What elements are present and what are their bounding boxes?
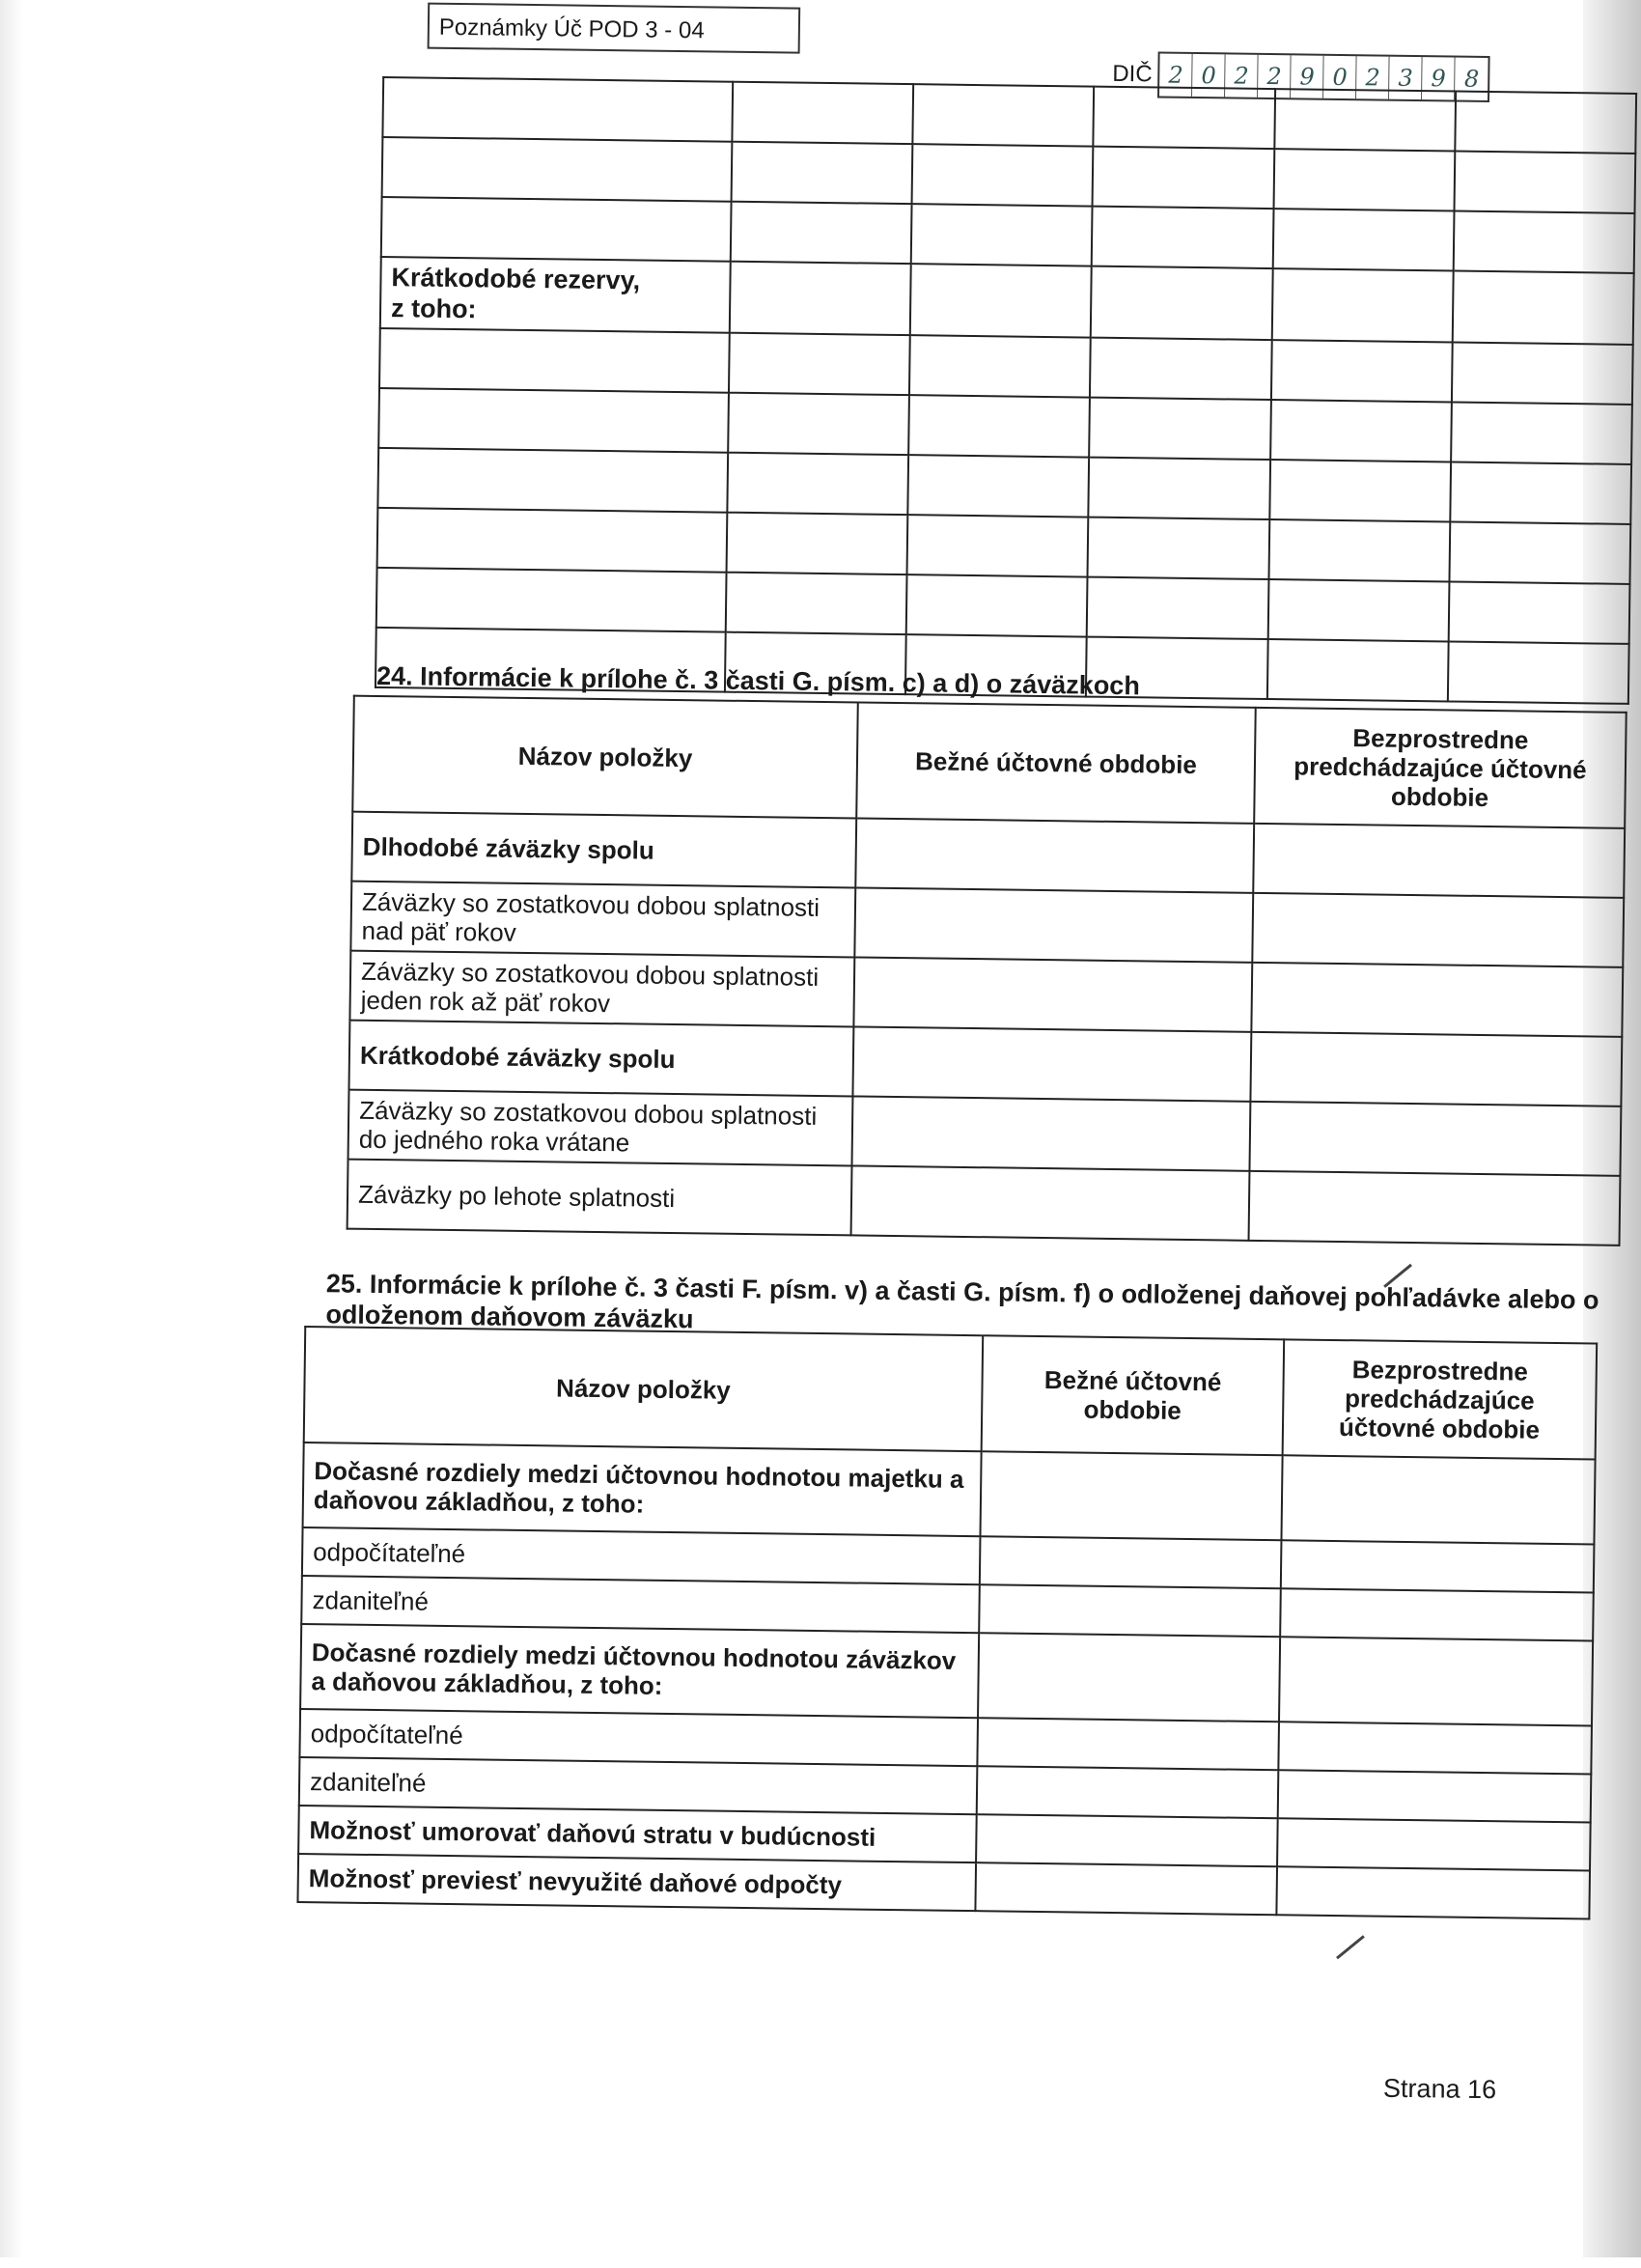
dic-digit: 0 [1192,54,1226,97]
table-cell [1448,581,1629,643]
dic-digit: 2 [1356,56,1390,98]
value-current [855,818,1254,892]
dic-digit: 9 [1291,55,1324,98]
row-label: odpočítateľné [299,1709,978,1766]
table-cell [1091,266,1272,340]
col-header-name: Názov položky [304,1327,984,1451]
col-header-current: Bežné účtovné obdobie [982,1335,1285,1455]
reserves-table [375,76,1637,705]
table-cell [908,395,1090,457]
value-previous [1276,1866,1590,1918]
table-cell [1452,342,1633,404]
table-cell [1271,268,1453,342]
table-cell [381,197,732,262]
table-cell [1089,458,1270,519]
table-cell [912,144,1094,206]
value-current [977,1718,1279,1770]
value-previous [1251,963,1623,1037]
table-cell [376,568,727,632]
value-previous [1278,1770,1592,1822]
value-previous [1249,1171,1621,1246]
reserves-label-line1: Krátkodobé rezervy, [391,263,641,295]
table-cell [1268,519,1450,581]
table-cell [1088,518,1269,579]
dic-label: DIČ [1112,60,1153,88]
value-current [979,1584,1281,1637]
table-cell [378,388,729,453]
table-cell [1455,92,1636,154]
row-label: Dlhodobé záväzky spolu [351,812,856,888]
table-cell [1090,338,1271,400]
table-header-row [352,696,1626,828]
value-previous [1250,1032,1622,1106]
table-header-row [304,1327,1597,1460]
value-current [975,1862,1277,1915]
row-label: Záväzky so zostatkovou dobou splatnosti do jedného roka vrátane [348,1090,853,1166]
table-cell [1273,149,1455,210]
value-previous [1249,1102,1621,1176]
value-previous [1280,1588,1594,1640]
reserves-label [380,257,731,333]
table-cell [1090,398,1271,460]
table-cell [1451,402,1632,463]
table-cell [732,142,913,204]
row-label: Záväzky so zostatkovou dobou splatnosti nad päť rokov [350,882,855,958]
deferred-tax-table [296,1326,1598,1919]
value-previous [1253,824,1625,898]
table-cell [910,264,1092,337]
value-previous [1252,893,1624,967]
table-cell [1269,460,1451,521]
row-label: Záväzky po lehote splatnosti [348,1160,852,1236]
table-cell [730,262,911,335]
dic-digit: 9 [1422,57,1456,99]
form-code-box [428,3,801,54]
dic-digit: 2 [1159,54,1193,97]
table-cell [379,328,730,393]
table-cell [913,84,1095,146]
table-cell [1450,462,1631,523]
table-cell [377,508,728,573]
value-previous [1277,1818,1591,1870]
table-cell [1270,340,1452,402]
col-header-previous: Bezprostredne predchádzajúce účtovné obdobie [1283,1339,1598,1459]
page-number: Strana 16 [1382,2073,1497,2105]
col-header-current: Bežné účtovné obdobie [856,702,1256,823]
table-cell [1092,207,1273,268]
table-cell [1267,579,1449,641]
table-cell [1454,152,1635,213]
row-label: zdaniteľné [299,1757,978,1814]
value-previous [1281,1540,1595,1592]
dic-digit: 2 [1225,54,1259,97]
value-previous [1279,1637,1593,1725]
value-current [852,1026,1251,1101]
liabilities-table [347,695,1627,1246]
table-cell [1094,87,1275,149]
value-current [976,1814,1278,1866]
dic-digit: 3 [1389,57,1423,99]
value-current [851,1165,1250,1240]
table-cell [1270,400,1452,462]
row-label: Záväzky so zostatkovou dobou splatnosti jeden rok až päť rokov [349,951,854,1027]
table-cell [907,515,1089,576]
table-cell [726,573,907,634]
table-cell [727,513,908,574]
value-current [977,1766,1279,1818]
row-label: Možnosť previesť nevyužité daňové odpočty [297,1854,976,1911]
table-cell [1449,521,1630,583]
table-cell [729,333,910,395]
value-current [854,887,1253,962]
col-header-name: Názov položky [352,696,858,819]
form-code: Poznámky Úč POD 3 - 04 [438,14,705,44]
table-cell [909,335,1091,397]
value-current [853,957,1252,1031]
handwritten-dash-mark [1336,1935,1365,1959]
table-cell [906,574,1088,636]
row-label: Možnosť umorovať daňovú stratu v budúcnosti [298,1806,977,1862]
value-previous [1278,1722,1592,1774]
section-25-title: 25. Informácie k prílohe č. 3 časti F. písm. v) a časti G. písm. f) o odloženej daňovej pohľadávke alebo o odloženom daňovom záväzku [325,1269,1599,1334]
value-previous [1281,1455,1595,1544]
row-label: Dočasné rozdiely medzi účtovnou hodnotou záväzkov a daňovou základňou, z toho: [300,1624,979,1718]
row-label: Krátkodobé záväzky spolu [348,1021,853,1097]
table-cell [1453,211,1634,273]
value-current [980,1451,1282,1540]
table-cell [732,82,913,144]
dic-digit: 2 [1258,55,1292,98]
row-label: odpočítateľné [302,1527,981,1584]
table-cell [728,393,909,455]
table-cell [382,77,733,142]
table-cell [731,202,912,264]
section-24-title: 24. Informácie k prílohe č. 3 časti G. písm. c) a d) o záväzkoch [375,660,1141,701]
dic-digit: 0 [1323,56,1357,98]
table-cell [1452,271,1633,345]
table-cell [382,137,733,202]
value-current [978,1633,1280,1722]
row-label: Dočasné rozdiely medzi účtovnou hodnotou majetku a daňovou základňou, z toho: [303,1442,982,1536]
table-cell [911,204,1093,266]
table-cell [1087,577,1268,639]
dic-digit: 8 [1463,65,1480,93]
col-header-previous: Bezprostredne predchádzajúce účtovné obdobie [1254,708,1627,828]
table-cell [1274,89,1456,151]
table-cell [727,453,908,515]
table-cell [1272,209,1454,270]
value-current [851,1096,1250,1170]
value-current [980,1536,1282,1588]
table-cell [377,448,728,513]
reserves-label-line2: z toho: [390,294,477,324]
row-label: zdaniteľné [301,1576,980,1633]
table-cell [1093,147,1274,209]
table-cell [908,455,1090,517]
